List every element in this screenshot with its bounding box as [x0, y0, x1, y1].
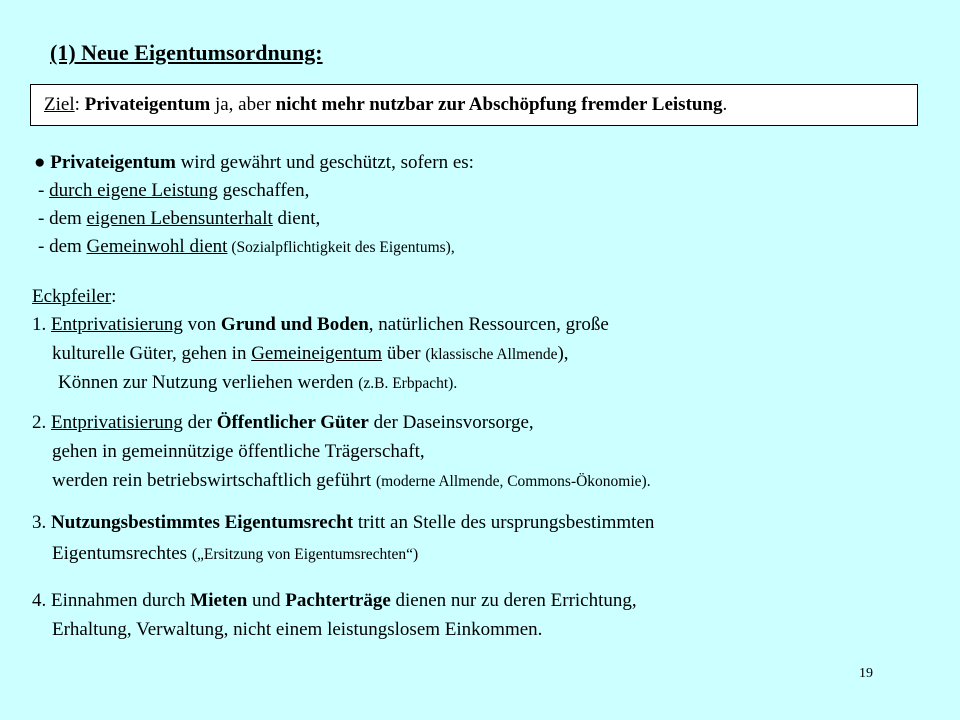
- pillar-3-number: 3.: [32, 512, 51, 533]
- pillars-colon: :: [111, 286, 117, 307]
- bullet-item-2-rest: dient,: [272, 208, 321, 229]
- pillar-4-bold-1: Mieten: [190, 590, 248, 611]
- pillar-1-line-1: [32, 314, 609, 336]
- pillar-1-bold: Grund und Boden: [220, 314, 369, 335]
- pillars-heading: [32, 286, 116, 308]
- pillar-1-l2-b: über: [382, 343, 426, 364]
- pillar-2-text-2: der Daseinsvorsorge,: [368, 412, 534, 433]
- pillar-2-l3-a: werden rein betriebswirtschaftlich geführt: [52, 470, 376, 491]
- bullet-item-2-pre: - dem: [38, 208, 87, 229]
- pillar-1-line-3: [58, 372, 457, 394]
- bullet-lead-bold: Privateigentum: [50, 152, 176, 173]
- goal-end: .: [722, 94, 728, 115]
- bullet-item-1-underlined: durch eigene Leistung: [49, 180, 218, 201]
- pillar-1-text-1: von: [182, 314, 221, 335]
- pillar-2-text-1: der: [182, 412, 217, 433]
- pillar-1-l3-small: (z.B. Erbpacht).: [358, 375, 458, 392]
- pillar-3-line-2: [52, 543, 418, 565]
- pillar-4-bold-2: Pachterträge: [285, 590, 391, 611]
- pillar-2-number: 2.: [32, 412, 51, 433]
- pillar-1-underlined: Entprivatisierung: [51, 314, 183, 335]
- pillar-2-l3-small: (moderne Allmende, Commons-Ökonomie).: [375, 473, 651, 490]
- bullet-lead-text: wird gewährt und geschützt, sofern es:: [175, 152, 474, 173]
- bullet-lead: [34, 152, 474, 174]
- bullet-item-1-dash: -: [38, 180, 50, 201]
- page-title: (1) Neue Eigentumsordnung:: [50, 40, 323, 65]
- pillar-1-l2-small: (klassische Allmende: [425, 346, 558, 363]
- pillar-1-l2-underlined: Gemeineigentum: [251, 343, 383, 364]
- pillar-4-line-1: [32, 590, 637, 612]
- goal-colon: :: [74, 94, 85, 115]
- pillar-2-line-2: gehen in gemeinnützige öffentliche Trägerschaft,: [52, 441, 425, 462]
- pillars-label: Eckpfeiler: [32, 286, 112, 307]
- pillar-2-line-3: [52, 470, 651, 492]
- pillar-2-bold: Öffentlicher Güter: [216, 412, 369, 433]
- pillar-3-line-1: [32, 512, 654, 534]
- page-number: 19: [859, 666, 873, 681]
- pillar-3-text-1: tritt an Stelle des ursprungsbestimmten: [353, 512, 655, 533]
- pillar-4-text-2: dienen nur zu deren Errichtung,: [390, 590, 637, 611]
- bullet-item-1: [38, 180, 309, 202]
- pillar-1-l2-a: kulturelle Güter, gehen in: [52, 343, 252, 364]
- goal-bold-1: Privateigentum: [84, 94, 211, 115]
- bullet-item-1-rest: geschaffen,: [217, 180, 310, 201]
- pillar-2-underlined: Entprivatisierung: [51, 412, 183, 433]
- bullet-icon: ●: [34, 152, 46, 173]
- goal-label: Ziel: [44, 94, 75, 115]
- pillar-3-l2-a: Eigentumsrechtes: [52, 543, 192, 564]
- pillar-1-l3-a: Können zur Nutzung verliehen werden: [58, 372, 359, 393]
- pillar-4-text-1: und: [247, 590, 286, 611]
- pillar-4-line-2: Erhaltung, Verwaltung, nicht einem leistungslosem Einkommen.: [52, 619, 543, 640]
- bullet-item-2-underlined: eigenen Lebensunterhalt: [86, 208, 273, 229]
- pillar-1-l2-end: ),: [557, 343, 569, 364]
- goal-bold-2: nicht mehr nutzbar zur Abschöpfung fremder Leistung: [275, 94, 723, 115]
- goal-text-1: ja, aber: [210, 94, 276, 115]
- pillar-3-l2-small: („Ersitzung von Eigentumsrechten“): [191, 546, 419, 563]
- bullet-item-3-pre: - dem: [38, 236, 87, 257]
- bullet-item-3-underlined: Gemeinwohl dient: [86, 236, 228, 257]
- pillar-2-line-1: [32, 412, 534, 434]
- pillar-1-number: 1.: [32, 314, 51, 335]
- bullet-item-3: [38, 236, 455, 258]
- pillar-3-bold: Nutzungsbestimmtes Eigentumsrecht: [51, 512, 354, 533]
- goal-statement: [44, 94, 727, 116]
- bullet-item-3-small: (Sozialpflichtigkeit des Eigentums),: [227, 239, 455, 256]
- pillar-1-text-2: , natürlichen Ressourcen, große: [368, 314, 609, 335]
- pillar-4-number: 4. Einnahmen durch: [32, 590, 191, 611]
- bullet-item-2: [38, 208, 320, 230]
- pillar-1-line-2: [52, 343, 569, 365]
